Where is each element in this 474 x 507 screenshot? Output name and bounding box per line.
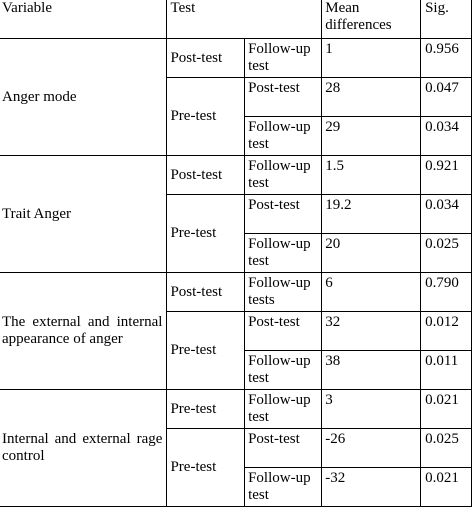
mean-cell: -26	[322, 429, 421, 468]
mean-cell: 20	[322, 234, 421, 273]
header-sig: Sig.	[421, 0, 472, 39]
sig-cell: 0.011	[421, 351, 472, 390]
table-row	[0, 390, 472, 429]
variable-cell: Trait Anger	[0, 156, 167, 273]
test2-cell: Follow-up test	[245, 117, 322, 156]
test2-cell: Post-test	[245, 312, 322, 351]
variable-cell: The external and internal appearance of anger	[0, 273, 167, 390]
test1-cell: Pre-test	[167, 390, 245, 429]
test1-cell: Pre-test	[167, 195, 245, 273]
header-variable: Variable	[0, 0, 167, 39]
table-row	[0, 273, 472, 312]
table-row	[0, 39, 472, 78]
sig-cell: 0.034	[421, 117, 472, 156]
test2-cell: Follow-up test	[245, 468, 322, 507]
sig-cell: 0.921	[421, 156, 472, 195]
test1-cell: Post-test	[167, 39, 245, 78]
sig-cell: 0.047	[421, 78, 472, 117]
header-test: Test	[167, 0, 322, 39]
mean-cell: 32	[322, 312, 421, 351]
test2-cell: Post-test	[245, 78, 322, 117]
test2-cell: Follow-up test	[245, 39, 322, 78]
mean-cell: 28	[322, 78, 421, 117]
sig-cell: 0.021	[421, 468, 472, 507]
test2-cell: Follow-up tests	[245, 273, 322, 312]
sig-cell: 0.956	[421, 39, 472, 78]
header-row	[0, 0, 472, 39]
mean-cell: 1.5	[322, 156, 421, 195]
mean-cell: 19.2	[322, 195, 421, 234]
sig-cell: 0.012	[421, 312, 472, 351]
sig-cell: 0.790	[421, 273, 472, 312]
table-row	[0, 156, 472, 195]
test1-cell: Pre-test	[167, 429, 245, 507]
test2-cell: Post-test	[245, 429, 322, 468]
test2-cell: Follow-up test	[245, 234, 322, 273]
sig-cell: 0.025	[421, 234, 472, 273]
test2-cell: Follow-up test	[245, 351, 322, 390]
test2-cell: Post-test	[245, 195, 322, 234]
mean-cell: 29	[322, 117, 421, 156]
sig-cell: 0.021	[421, 390, 472, 429]
test1-cell: Post-test	[167, 156, 245, 195]
test1-cell: Post-test	[167, 273, 245, 312]
test2-cell: Follow-up test	[245, 390, 322, 429]
variable-cell: Anger mode	[0, 39, 167, 156]
sig-cell: 0.034	[421, 195, 472, 234]
test1-cell: Pre-test	[167, 78, 245, 156]
header-mean-differences: Mean differences	[322, 0, 421, 39]
mean-cell: 38	[322, 351, 421, 390]
mean-cell: 3	[322, 390, 421, 429]
test2-cell: Follow-up test	[245, 156, 322, 195]
variable-cell: Internal and external rage control	[0, 390, 167, 507]
mean-cell: -32	[322, 468, 421, 507]
test1-cell: Pre-test	[167, 312, 245, 390]
sig-cell: 0.025	[421, 429, 472, 468]
mean-cell: 6	[322, 273, 421, 312]
mean-cell: 1	[322, 39, 421, 78]
